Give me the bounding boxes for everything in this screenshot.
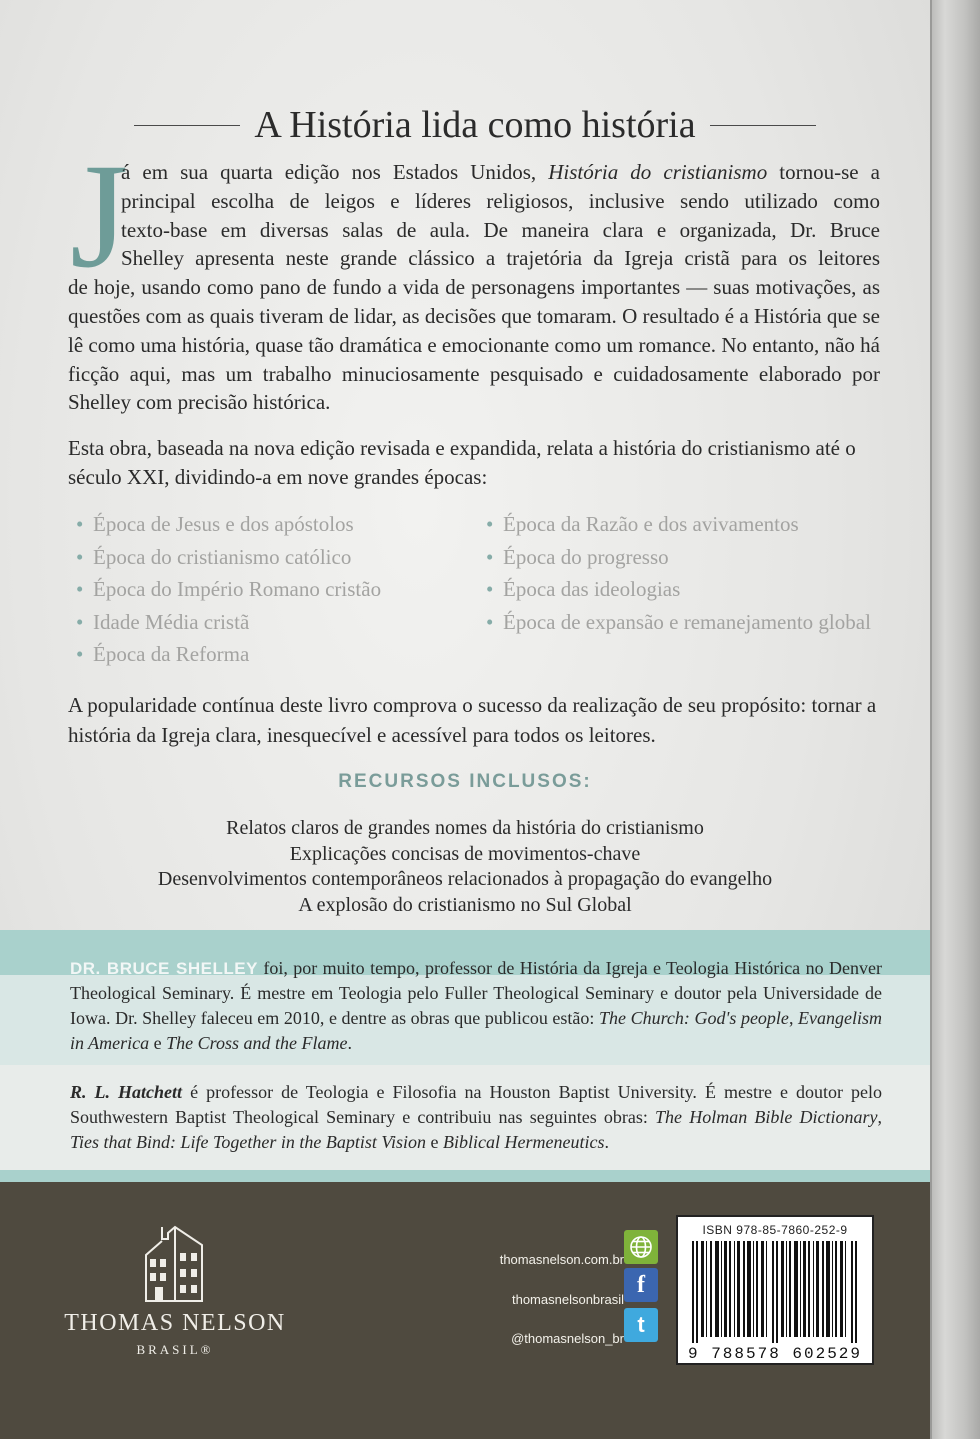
author-work-3: The Cross and the Flame	[166, 1033, 348, 1053]
epoch-label: Época da Razão e dos avivamentos	[503, 512, 799, 536]
author-bio	[70, 956, 882, 1056]
bullet-icon: •	[76, 642, 84, 666]
list-item	[486, 606, 886, 639]
resources-heading: RECURSOS INCLUSOS:	[338, 771, 592, 792]
spine-edge	[930, 0, 932, 1439]
intro-line-4: Shelley apresenta neste grande clássico a trajetória da Igreja cristã para os leitores	[121, 246, 880, 271]
closing-paragraph: A popularidade contínua deste livro comprova o sucesso da realização de seu propósito: tornar a história da Igreja clara, inesquecível e acessível para todos os leitores.	[68, 693, 877, 747]
coauthor-work-3: Biblical Hermeneutics	[443, 1132, 605, 1152]
globe-icon[interactable]	[624, 1230, 658, 1264]
list-item	[76, 606, 476, 639]
twitter-icon[interactable]: t	[624, 1308, 658, 1342]
website-link[interactable]: thomasnelson.com.br	[499, 1252, 624, 1267]
list-item	[76, 638, 476, 671]
author-bio-text: foi, por muito tempo, professor de História da Igreja e Teologia Histórica no Denver Theological Seminary. É mestre em Teologia pelo Fuller Theological Seminary e doutor pela Universidade de Iowa. Dr. Shelley faleceu em 2010, e dentre as obras que publicou estão:	[70, 958, 882, 1028]
barcode-digits: 9 788578 602529	[687, 1345, 863, 1363]
book-spine	[930, 0, 980, 1439]
bullet-icon: •	[486, 577, 494, 601]
coauthor-name: R. L. Hatchett	[70, 1082, 183, 1102]
epochs-list-right	[486, 508, 886, 638]
publisher-sub: BRASIL®	[136, 1342, 214, 1357]
epoch-label: Idade Média cristã	[93, 609, 250, 634]
resource-item: Relatos claros de grandes nomes da história do cristianismo	[226, 817, 704, 839]
coauthor-bio-separator: ,	[877, 1107, 882, 1127]
epoch-label: Época de Jesus e dos apóstolos	[93, 512, 354, 536]
list-item	[76, 541, 476, 574]
epoch-label: Época do Império Romano cristão	[93, 577, 382, 601]
epoch-label: Época do progresso	[503, 544, 669, 569]
bullet-icon: •	[76, 577, 84, 601]
title-row	[120, 100, 830, 150]
book-title: História do cristianismo	[548, 160, 768, 184]
bullet-icon: •	[486, 512, 494, 536]
coauthor-bio-text: é professor de Teologia e Filosofia na Houston Baptist University. É mestre e doutor pelo Southwestern Baptist Theological Seminary e contribuiu nas seguintes obras:	[70, 1082, 882, 1127]
coauthor-bio	[70, 1080, 882, 1155]
epoch-label: Época do cristianismo católico	[93, 544, 352, 569]
resource-item: Desenvolvimentos contemporâneos relacionados à propagação do evangelho	[157, 868, 773, 890]
bullet-icon: •	[76, 609, 84, 634]
author-name: DR. BRUCE SHELLEY	[70, 959, 258, 978]
bullet-icon: •	[76, 544, 84, 569]
intro-rest: de hoje, usando como pano de fundo a vida de personagens importantes — suas motivações, as questões com as quais tiveram de lidar, as decisões que tomaram. O resultado é a História que se lê como uma história, quase tão dramática e emocionante como um romance. No entanto, não há ficção aqui, mas um trabalho minuciosamente pesquisado e cuidadosamente elaborado por Shelley com precisão histórica.	[68, 275, 880, 415]
bullet-icon: •	[76, 512, 84, 536]
epoch-label: Época da Reforma	[93, 642, 250, 666]
isbn-number: ISBN 978-85-7860-252-9	[702, 1223, 848, 1237]
author-work-2: Evangelism in America	[70, 1008, 883, 1053]
resource-item: Explicações concisas de movimentos-chave	[289, 842, 641, 865]
author-bio-separator: ,	[788, 1008, 799, 1028]
list-item	[76, 508, 476, 541]
bullet-icon: •	[486, 609, 494, 634]
epochs-intro: Esta obra, baseada na nova edição revisada e expandida, relata a história do cristianismo até o século XXI, dividindo-a em nove grandes épocas:	[68, 436, 856, 489]
intro-text-1b: tornou-se a	[767, 160, 880, 184]
epoch-label: Época das ideologias	[503, 577, 681, 601]
resources-list	[0, 816, 930, 918]
list-item	[486, 573, 886, 606]
coauthor-work-2: Ties that Bind: Life Together in the Baptist Vision	[70, 1132, 427, 1152]
author-bio-separator: e	[149, 1033, 167, 1053]
isbn-barcode	[676, 1215, 874, 1365]
publisher-name: THOMAS NELSON	[64, 1310, 286, 1336]
intro-paragraph	[68, 133, 880, 417]
list-item	[486, 508, 886, 541]
house-logo-icon	[140, 1225, 210, 1303]
author-bio-end: .	[347, 1033, 352, 1053]
author-work-1: The Church: God's people	[599, 1008, 789, 1028]
intro-line-2: principal escolha de leigos e líderes religiosos, inclusive sendo utilizado como	[121, 188, 880, 213]
facebook-icon[interactable]: f	[624, 1268, 658, 1302]
twitter-link[interactable]: @thomasnelson_br	[511, 1331, 624, 1346]
divider-strip	[0, 1170, 930, 1182]
intro-text-1: á em sua quarta edição nos Estados Unidos,	[121, 160, 549, 184]
intro-line-3: texto-base em diversas salas de aula. De maneira clara e organizada, Dr. Bruce	[121, 217, 880, 242]
barcode	[688, 1241, 862, 1343]
bullet-icon: •	[486, 544, 494, 569]
intro-line-1	[121, 158, 880, 187]
epoch-label: Época de expansão e remanejamento global	[503, 609, 871, 634]
coauthor-bio-end: .	[604, 1132, 609, 1152]
coauthor-bio-separator: e	[426, 1132, 444, 1152]
drop-cap: J	[70, 133, 129, 299]
page-title: A História lida como história	[254, 104, 696, 146]
title-rule-right	[710, 125, 816, 126]
epochs-list-left	[76, 508, 476, 671]
resource-item: A explosão do cristianismo no Sul Global	[298, 893, 632, 916]
list-item	[76, 573, 476, 606]
list-item	[486, 541, 886, 574]
title-rule-left	[134, 125, 240, 126]
facebook-link[interactable]: thomasnelsonbrasil	[511, 1292, 624, 1307]
coauthor-work-1: The Holman Bible Dictionary	[655, 1107, 878, 1127]
